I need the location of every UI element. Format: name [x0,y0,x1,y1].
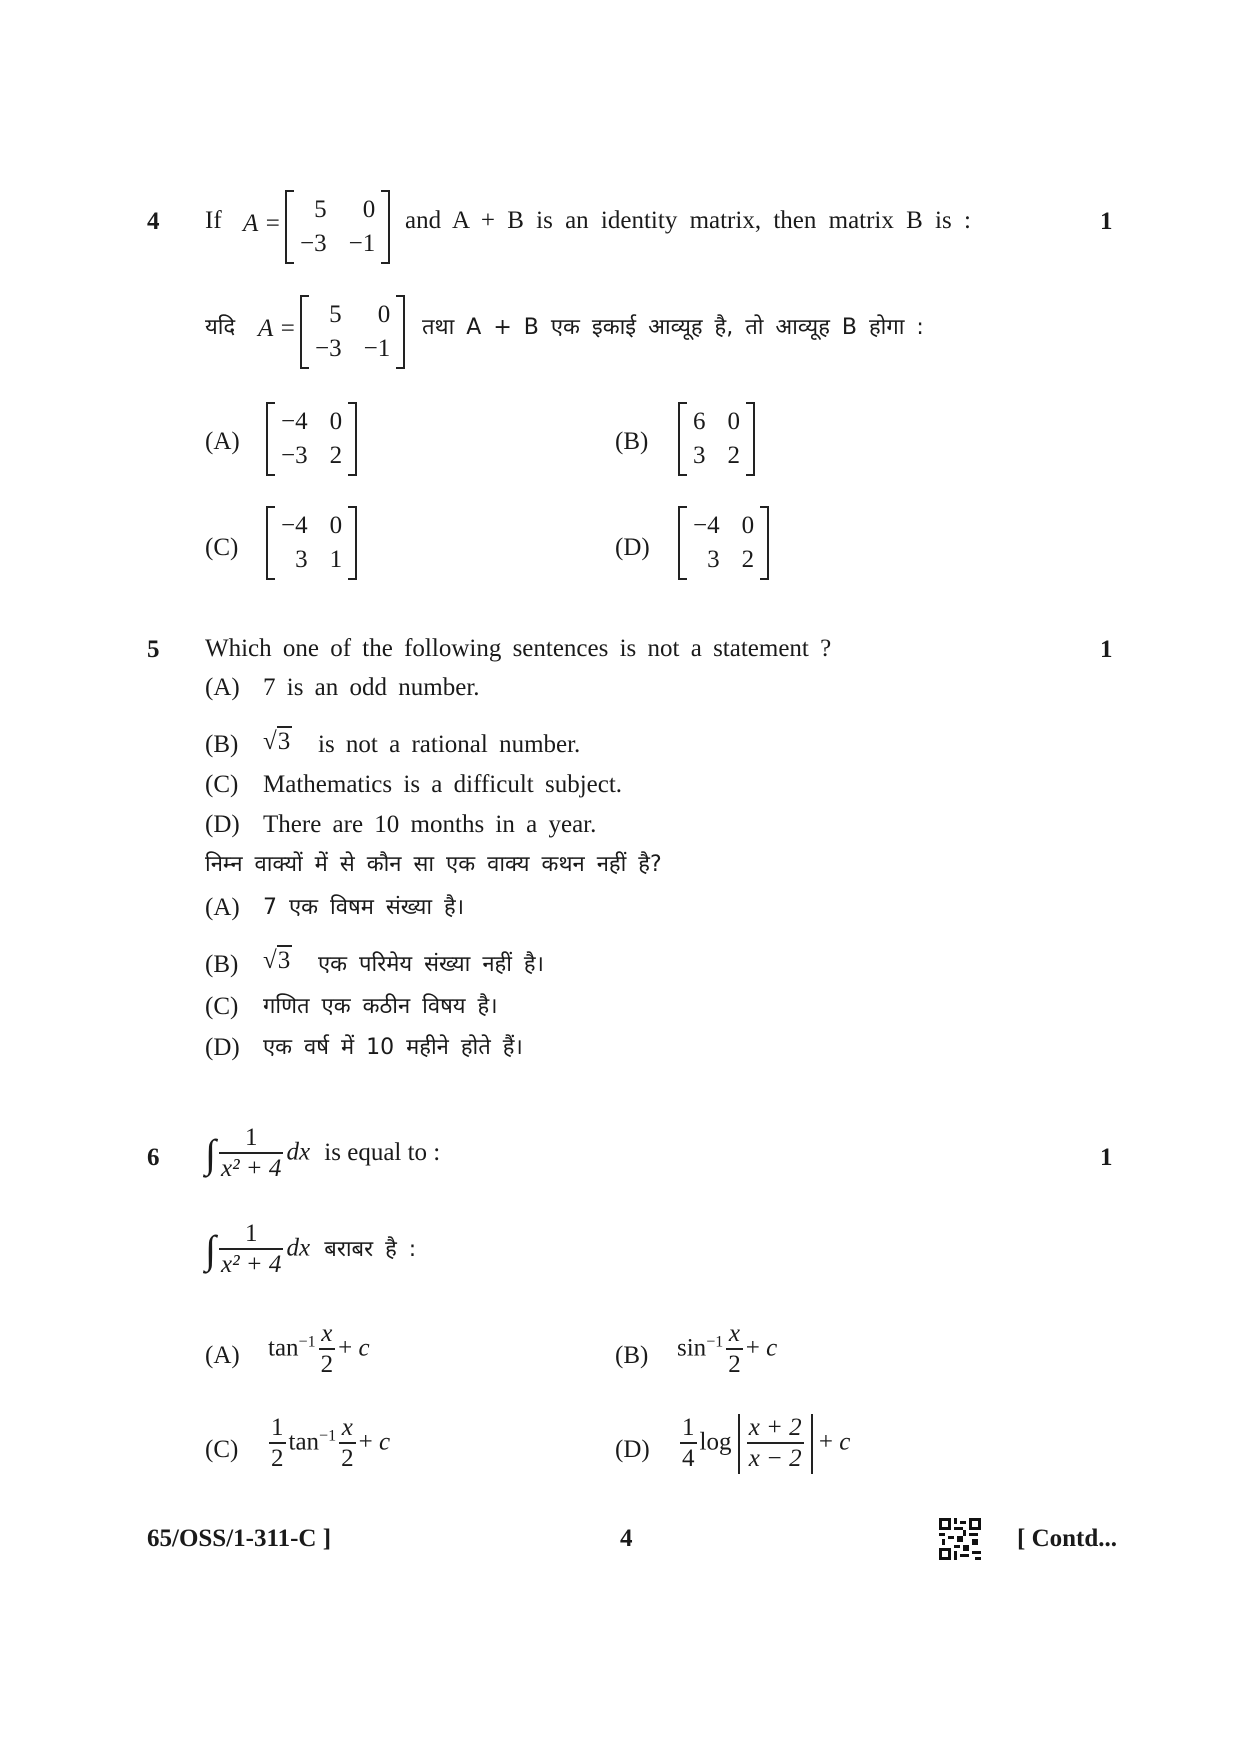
matrix-cell: 3 [295,546,308,573]
q5-en-option-a-text[interactable]: 7 is an odd number. [263,674,480,701]
integrand-numerator: 1 [244,1220,258,1247]
dx-label: dx [286,1234,311,1262]
q6-hi-tail: बराबर है : [324,1236,417,1262]
matrix-cell: 3 [707,546,720,573]
matrix-cell: 5 [314,196,327,223]
q6-option-b-expr[interactable]: $\sin^{-1}$ $\frac{x}{2}$ + c [677,1320,778,1378]
matrix-cell: 0 [727,408,740,435]
q5-hi-option-b-label: (B) [205,951,239,978]
q6-integral-hi: ∫ $\frac{1}{\text{x² + 4}}$ dx बराबर है : [205,1220,417,1278]
q6-option-d-label: (D) [615,1436,650,1463]
q4-option-b-matrix[interactable] [678,402,755,476]
matrix-cell: 0 [377,301,391,328]
matrix-cell: 0 [362,196,376,223]
q5-en-option-b-label: (B) [205,731,239,758]
q4-en-rest: and A + B is an identity matrix, then matrix B is : [405,207,971,234]
q6-integral-en: ∫ $\frac{1}{\text{x² + 4}}$ dx is equal to : [205,1124,441,1182]
integrand-denominator: x² + 4 [219,1248,283,1280]
qr-code-icon [939,1518,981,1560]
matrix-cell: 2 [741,546,755,573]
q4-option-b-label: (B) [615,428,649,455]
matrix-cell: −3 [300,230,327,257]
matrix-cell: 0 [329,408,343,435]
q4-matrix-A-hi [300,295,405,369]
q5-en-option-d-label: (D) [205,811,240,838]
q4-hi-rest: तथा A + B एक इकाई आव्यूह है, तो आव्यूह B होगा : [422,315,924,340]
q5-hi-option-b-text[interactable]: एक परिमेय संख्या नहीं है। [318,952,544,977]
sqrt-value: 3 [277,728,291,755]
q5-hi-option-d-text[interactable]: एक वर्ष में 10 महीने होते हैं। [263,1035,523,1060]
q6-option-c-label: (C) [205,1436,239,1463]
matrix-cell: 2 [329,442,343,469]
q5-hi-option-c-text[interactable]: गणित एक कठीन विषय है। [263,994,498,1019]
q4-option-d-matrix[interactable] [678,506,769,580]
q4-option-c-label: (C) [205,534,239,561]
matrix-cell: −4 [693,512,720,539]
matrix-cell: −3 [315,335,342,362]
integrand-denominator: x² + 4 [219,1152,283,1184]
q5-number: 5 [147,636,160,663]
q4-option-a-matrix[interactable] [266,402,357,476]
q5-question-en: Which one of the following sentences is not a statement ? [205,635,832,662]
q5-hi-option-d-label: (D) [205,1034,240,1061]
q4-matrix-A-en [285,190,390,264]
q4-option-d-label: (D) [615,534,650,561]
q4-number: 4 [147,208,160,235]
matrix-cell: 0 [741,512,755,539]
sqrt-value: 3 [277,947,291,974]
matrix-cell: −1 [348,230,376,257]
q6-number: 6 [147,1144,160,1171]
matrix-cell: 6 [693,408,706,435]
q5-en-option-b-sqrt: √3 [263,728,291,755]
matrix-cell: 2 [727,442,740,469]
matrix-cell: −4 [281,408,308,435]
q5-hi-option-a-text[interactable]: 7 एक विषम संख्या है। [263,895,465,920]
matrix-cell: −3 [281,442,308,469]
matrix-cell: 3 [693,442,706,469]
footer-contd: [ Contd... [1017,1525,1118,1552]
q5-question-hi: निम्न वाक्यों में से कौन सा एक वाक्य कथन नहीं है? [205,852,662,877]
matrix-cell: 5 [329,301,342,328]
footer-page-number: 4 [620,1525,633,1552]
q6-option-d-expr[interactable]: $\frac{1}{4}$ log $\frac{x + 2}{x - 2}$ + c [682,1414,851,1472]
q5-hi-option-a-label: (A) [205,894,240,921]
footer-paper-code: 65/OSS/1-311-C ] [147,1525,332,1552]
q6-option-c-expr[interactable]: $\frac{1}{2}$ $\tan^{-1}$ $\frac{x}{2}$ + c [271,1414,391,1472]
q4-option-a-label: (A) [205,428,240,455]
q6-option-a-expr[interactable]: $\tan^{-1}$ $\frac{x}{2}$ + c [268,1320,370,1378]
q5-marks: 1 [1100,636,1113,663]
q5-en-option-c-label: (C) [205,771,239,798]
q5-hi-option-c-label: (C) [205,993,239,1020]
matrix-cell: 1 [329,546,343,573]
matrix-cell: −1 [363,335,391,362]
matrix-cell: −4 [281,512,308,539]
q6-option-b-label: (B) [615,1342,649,1369]
q4-hi-A-eq: A = [258,315,296,342]
q4-marks: 1 [1100,208,1113,235]
integrand-numerator: 1 [244,1124,258,1151]
q4-en-A-eq: A = [243,210,281,237]
q4-option-c-matrix[interactable] [266,506,357,580]
matrix-cell: 0 [329,512,343,539]
q6-en-tail: is equal to : [324,1138,441,1166]
q5-en-option-b-text[interactable]: is not a rational number. [318,731,581,758]
q5-en-option-a-label: (A) [205,674,240,701]
q5-en-option-c-text[interactable]: Mathematics is a difficult subject. [263,771,623,798]
dx-label: dx [286,1138,311,1166]
q6-option-a-label: (A) [205,1342,240,1369]
q5-en-option-d-text[interactable]: There are 10 months in a year. [263,811,597,838]
q4-hi-if: यदि [205,315,236,340]
q5-hi-option-b-sqrt: √3 [263,947,291,974]
q6-marks: 1 [1100,1144,1113,1171]
q4-en-if: If [205,207,222,234]
